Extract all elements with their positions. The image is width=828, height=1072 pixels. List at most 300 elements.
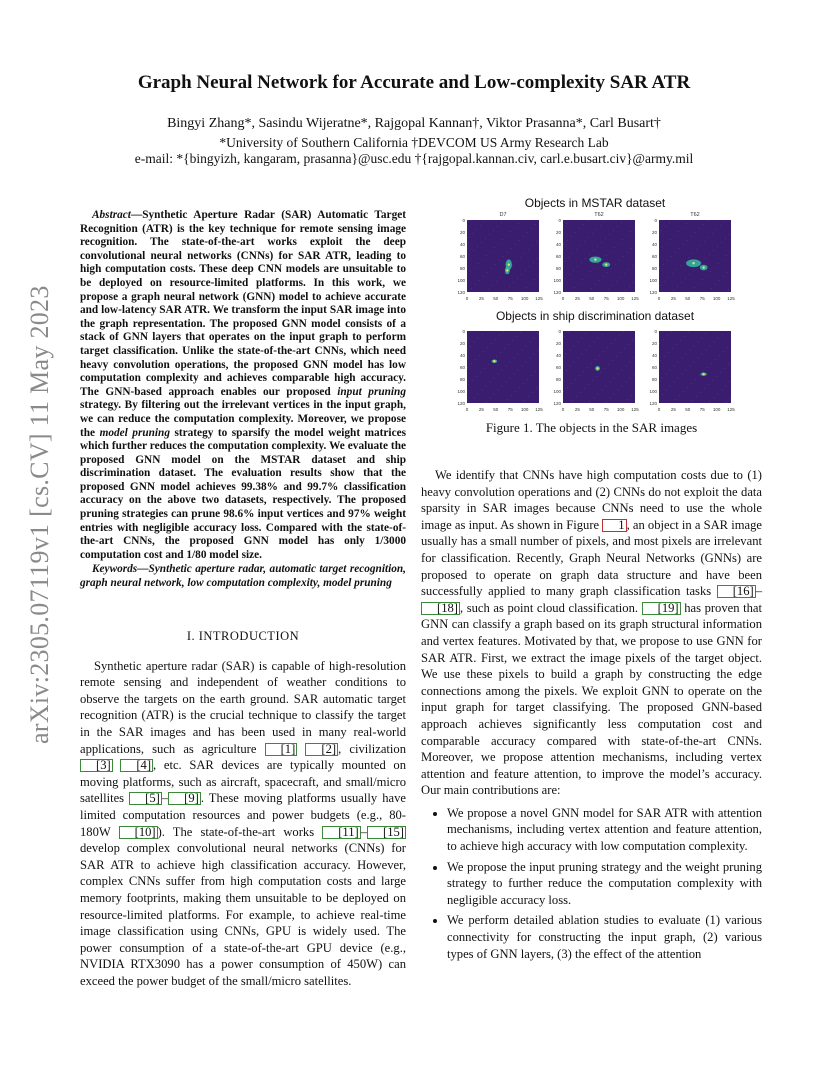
- y-tick-label: 0: [654, 218, 657, 223]
- y-tick-label: 60: [555, 365, 561, 370]
- speckle: [629, 286, 630, 287]
- speckle: [513, 282, 514, 283]
- speckle: [614, 394, 615, 395]
- target-highlight: [702, 373, 704, 375]
- speckle: [696, 396, 697, 397]
- speckle: [692, 400, 693, 401]
- speckle: [721, 242, 722, 243]
- speckle: [506, 382, 507, 383]
- speckle: [582, 279, 583, 280]
- speckle: [610, 251, 611, 252]
- speckle: [487, 347, 488, 348]
- speckle: [713, 250, 714, 251]
- left-column: [80, 209, 406, 990]
- citation-link[interactable]: [15]: [367, 826, 406, 839]
- y-tick-label: 120: [553, 290, 561, 295]
- x-tick-label: 0: [465, 407, 469, 412]
- speckle: [584, 388, 585, 389]
- speckle: [591, 363, 592, 364]
- x-tick-label: 25: [478, 407, 484, 412]
- arxiv-identifier: arXiv:2305.07119v1 [cs.CV] 11 May 2023: [25, 285, 54, 745]
- speckle: [662, 394, 663, 395]
- speckle: [526, 362, 527, 363]
- speckle: [662, 247, 663, 248]
- speckle: [596, 229, 597, 230]
- x-tick-label: 25: [670, 407, 676, 412]
- speckle: [686, 370, 687, 371]
- speckle: [532, 392, 533, 393]
- speckle: [496, 281, 497, 282]
- speckle: [626, 235, 627, 236]
- speckle: [623, 256, 624, 257]
- speckle: [507, 399, 508, 400]
- speckle: [668, 352, 669, 353]
- speckle: [683, 391, 684, 392]
- speckle: [708, 384, 709, 385]
- speckle: [601, 389, 602, 390]
- speckle: [628, 344, 629, 345]
- speckle: [712, 233, 713, 234]
- speckle: [593, 397, 594, 398]
- speckle: [709, 254, 710, 255]
- citation-link[interactable]: [11]: [322, 826, 361, 839]
- citation-link[interactable]: [19]: [642, 602, 681, 615]
- speckle: [579, 228, 580, 229]
- speckle: [617, 373, 618, 374]
- sar-image-panel: [643, 329, 735, 415]
- y-tick-label: 120: [457, 401, 465, 406]
- speckle: [712, 380, 713, 381]
- speckle: [617, 226, 618, 227]
- paper-title: Graph Neural Network for Accurate and Low-complexity SAR ATR: [137, 72, 691, 93]
- speckle: [609, 234, 610, 235]
- citation-link[interactable]: [10]: [119, 826, 158, 839]
- sar-image-background: [659, 331, 731, 403]
- keywords: Keywords—Synthetic aperture radar, automatic target recognition, graph neural network, low computation complexity, model pruning: [80, 563, 406, 590]
- speckle: [468, 384, 469, 385]
- speckle: [471, 363, 472, 364]
- speckle: [681, 357, 682, 358]
- x-tick-label: 50: [685, 407, 691, 412]
- speckle: [710, 271, 711, 272]
- speckle: [474, 342, 475, 343]
- y-tick-label: 100: [649, 389, 657, 394]
- right-column: [421, 467, 762, 966]
- speckle: [690, 291, 691, 292]
- speckle: [493, 230, 494, 231]
- speckle: [600, 372, 601, 373]
- speckle: [572, 253, 573, 254]
- speckle: [679, 248, 680, 249]
- speckle: [532, 245, 533, 246]
- speckle: [713, 397, 714, 398]
- target-highlight: [594, 258, 596, 260]
- speckle: [537, 333, 538, 334]
- speckle: [498, 243, 499, 244]
- target-highlight: [692, 262, 694, 264]
- sar-image-background: [563, 220, 635, 292]
- y-tick-label: 100: [457, 389, 465, 394]
- y-tick-label: 20: [651, 230, 657, 235]
- speckle: [678, 378, 679, 379]
- citation-link[interactable]: [5]: [129, 792, 162, 805]
- speckle: [620, 277, 621, 278]
- speckle: [575, 379, 576, 380]
- speckle: [503, 331, 504, 332]
- speckle: [703, 371, 704, 372]
- citation-link[interactable]: [4]: [120, 759, 153, 772]
- speckle: [518, 223, 519, 224]
- speckle: [719, 355, 720, 356]
- speckle: [715, 284, 716, 285]
- speckle: [603, 351, 604, 352]
- email-line: e-mail: *{bingyizh, kangaram, prasanna}@usc.edu †{rajgopal.kannan.civ, carl.e.busart.civ}@army.mil: [134, 151, 694, 166]
- citation-link[interactable]: [2]: [305, 743, 338, 756]
- y-tick-label: 120: [457, 290, 465, 295]
- speckle: [567, 387, 568, 388]
- y-tick-label: 0: [462, 329, 465, 334]
- speckle: [685, 278, 686, 279]
- speckle: [478, 338, 479, 339]
- citation-link[interactable]: [3]: [80, 759, 113, 772]
- x-tick-label: 50: [589, 407, 595, 412]
- target-highlight: [605, 263, 607, 265]
- speckle: [687, 387, 688, 388]
- speckle: [730, 251, 731, 252]
- speckle: [711, 363, 712, 364]
- speckle: [630, 378, 631, 379]
- y-tick-label: 20: [555, 230, 561, 235]
- speckle: [477, 393, 478, 394]
- speckle: [533, 262, 534, 263]
- speckle: [616, 281, 617, 282]
- speckle: [682, 227, 683, 228]
- y-tick-label: 60: [651, 365, 657, 370]
- speckle: [630, 231, 631, 232]
- speckle: [664, 356, 665, 357]
- speckle: [499, 260, 500, 261]
- speckle: [710, 346, 711, 347]
- speckle: [622, 386, 623, 387]
- speckle: [672, 348, 673, 349]
- speckle: [524, 400, 525, 401]
- speckle: [476, 229, 477, 230]
- speckle: [631, 395, 632, 396]
- citation-link[interactable]: [9]: [168, 792, 201, 805]
- speckle: [726, 402, 727, 403]
- x-tick-label: 0: [657, 407, 661, 412]
- speckle: [665, 373, 666, 374]
- speckle: [565, 278, 566, 279]
- speckle: [487, 272, 488, 273]
- citation-link[interactable]: [16]: [717, 585, 756, 598]
- speckle: [673, 290, 674, 291]
- speckle: [533, 337, 534, 338]
- speckle: [609, 381, 610, 382]
- speckle: [714, 342, 715, 343]
- y-tick-label: 100: [457, 278, 465, 283]
- speckle: [467, 220, 468, 221]
- speckle: [509, 286, 510, 287]
- x-tick-label: 0: [657, 296, 661, 301]
- speckle: [505, 290, 506, 291]
- speckle: [578, 358, 579, 359]
- speckle: [693, 345, 694, 346]
- speckle: [522, 291, 523, 292]
- speckle: [529, 341, 530, 342]
- speckle: [580, 392, 581, 393]
- speckle: [682, 374, 683, 375]
- speckle: [719, 280, 720, 281]
- speckle: [715, 359, 716, 360]
- speckle: [611, 268, 612, 269]
- speckle: [496, 356, 497, 357]
- speckle: [722, 259, 723, 260]
- x-tick-label: 25: [574, 296, 580, 301]
- sar-image-background: [467, 331, 539, 403]
- speckle: [519, 240, 520, 241]
- speckle: [698, 283, 699, 284]
- x-tick-label: 75: [507, 407, 513, 412]
- speckle: [495, 339, 496, 340]
- speckle: [695, 232, 696, 233]
- speckle: [528, 396, 529, 397]
- speckle: [586, 275, 587, 276]
- y-tick-label: 0: [654, 329, 657, 334]
- speckle: [583, 371, 584, 372]
- speckle: [585, 333, 586, 334]
- speckle: [670, 386, 671, 387]
- speckle: [566, 370, 567, 371]
- speckle: [701, 262, 702, 263]
- speckle: [476, 376, 477, 377]
- speckle: [531, 228, 532, 229]
- speckle: [491, 343, 492, 344]
- speckle: [469, 401, 470, 402]
- speckle: [527, 232, 528, 233]
- y-tick-label: 80: [459, 266, 465, 271]
- speckle: [714, 267, 715, 268]
- speckle: [701, 337, 702, 338]
- speckle: [536, 388, 537, 389]
- speckle: [482, 259, 483, 260]
- speckle: [481, 389, 482, 390]
- speckle: [666, 390, 667, 391]
- target-highlight: [506, 269, 508, 271]
- y-tick-label: 0: [558, 218, 561, 223]
- speckle: [673, 365, 674, 366]
- speckle: [672, 273, 673, 274]
- speckle: [618, 390, 619, 391]
- speckle: [572, 400, 573, 401]
- y-tick-label: 20: [651, 341, 657, 346]
- speckle: [704, 388, 705, 389]
- y-tick-label: 0: [462, 218, 465, 223]
- speckle: [634, 227, 635, 228]
- speckle: [479, 280, 480, 281]
- speckle: [634, 374, 635, 375]
- speckle: [595, 359, 596, 360]
- speckle: [633, 357, 634, 358]
- speckle: [504, 273, 505, 274]
- speckle: [702, 354, 703, 355]
- y-tick-label: 80: [555, 266, 561, 271]
- speckle: [506, 235, 507, 236]
- y-tick-label: 120: [649, 290, 657, 295]
- speckle: [684, 336, 685, 337]
- panel-subtitle: T62: [690, 212, 700, 218]
- speckle: [720, 372, 721, 373]
- speckle: [699, 375, 700, 376]
- x-tick-label: 100: [520, 407, 529, 412]
- speckle: [475, 284, 476, 285]
- speckle: [574, 362, 575, 363]
- speckle: [587, 220, 588, 221]
- speckle: [690, 366, 691, 367]
- y-tick-label: 40: [651, 242, 657, 247]
- speckle: [613, 377, 614, 378]
- contributions-list: [421, 805, 762, 962]
- panel-subtitle: T62: [594, 212, 604, 218]
- speckle: [606, 402, 607, 403]
- speckle: [597, 393, 598, 394]
- speckle: [703, 224, 704, 225]
- section-heading-introduction: I. INTRODUCTION: [186, 628, 300, 643]
- y-tick-label: 120: [553, 401, 561, 406]
- speckle: [676, 344, 677, 345]
- speckle: [576, 249, 577, 250]
- speckle: [512, 265, 513, 266]
- speckle: [624, 273, 625, 274]
- speckle: [535, 224, 536, 225]
- speckle: [676, 269, 677, 270]
- speckle: [569, 274, 570, 275]
- speckle: [720, 225, 721, 226]
- speckle: [625, 365, 626, 366]
- speckle: [564, 336, 565, 337]
- speckle: [481, 242, 482, 243]
- speckle: [683, 244, 684, 245]
- y-tick-label: 40: [555, 353, 561, 358]
- speckle: [666, 243, 667, 244]
- speckle: [511, 248, 512, 249]
- speckle: [565, 353, 566, 354]
- speckle: [624, 348, 625, 349]
- speckle: [509, 361, 510, 362]
- speckle: [707, 367, 708, 368]
- x-tick-label: 100: [520, 296, 529, 301]
- speckle: [628, 269, 629, 270]
- speckle: [728, 364, 729, 365]
- speckle: [523, 383, 524, 384]
- target-highlight: [596, 367, 598, 369]
- speckle: [569, 349, 570, 350]
- citation-link[interactable]: [18]: [421, 602, 460, 615]
- speckle: [718, 263, 719, 264]
- speckle: [620, 352, 621, 353]
- speckle: [521, 349, 522, 350]
- speckle: [472, 380, 473, 381]
- speckle: [725, 385, 726, 386]
- speckle: [497, 226, 498, 227]
- term-model-pruning: model pruning: [99, 426, 170, 439]
- speckle: [500, 352, 501, 353]
- speckle: [663, 264, 664, 265]
- x-tick-label: 50: [685, 296, 691, 301]
- speckle: [729, 381, 730, 382]
- speckle: [631, 248, 632, 249]
- speckle: [626, 382, 627, 383]
- x-tick-label: 0: [561, 407, 565, 412]
- speckle: [519, 387, 520, 388]
- list-item: • We propose the input pruning strategy and the weight pruning strategy to further reduce the computation complexity with negligible accuracy loss.: [447, 859, 762, 909]
- target-highlight: [493, 360, 495, 362]
- speckle: [669, 369, 670, 370]
- speckle: [570, 291, 571, 292]
- speckle: [486, 402, 487, 403]
- speckle: [584, 241, 585, 242]
- speckle: [663, 339, 664, 340]
- speckle: [537, 258, 538, 259]
- figure-title-ship: Objects in ship discrimination dataset: [495, 309, 695, 323]
- speckle: [633, 282, 634, 283]
- speckle: [579, 375, 580, 376]
- speckle: [577, 341, 578, 342]
- speckle: [623, 331, 624, 332]
- speckle: [668, 277, 669, 278]
- y-tick-label: 80: [651, 266, 657, 271]
- speckle: [705, 333, 706, 334]
- speckle: [681, 282, 682, 283]
- speckle: [580, 245, 581, 246]
- speckle: [522, 366, 523, 367]
- speckle: [498, 390, 499, 391]
- speckle: [486, 255, 487, 256]
- speckle: [489, 381, 490, 382]
- speckle: [567, 240, 568, 241]
- panel-subtitle: D7: [499, 212, 507, 218]
- speckle: [727, 347, 728, 348]
- speckle: [685, 353, 686, 354]
- figure-link[interactable]: 1: [602, 519, 626, 532]
- speckle: [726, 255, 727, 256]
- speckle: [514, 227, 515, 228]
- speckle: [629, 361, 630, 362]
- speckle: [689, 349, 690, 350]
- speckle: [604, 368, 605, 369]
- speckle: [674, 235, 675, 236]
- speckle: [605, 385, 606, 386]
- speckle: [722, 334, 723, 335]
- speckle: [696, 249, 697, 250]
- y-tick-label: 80: [555, 377, 561, 382]
- speckle: [521, 274, 522, 275]
- speckle: [489, 234, 490, 235]
- speckle: [610, 398, 611, 399]
- speckle: [596, 376, 597, 377]
- speckle: [520, 257, 521, 258]
- speckle: [664, 281, 665, 282]
- speckle: [700, 245, 701, 246]
- speckle: [588, 237, 589, 238]
- speckle: [667, 260, 668, 261]
- speckle: [571, 383, 572, 384]
- speckle: [527, 379, 528, 380]
- speckle: [706, 275, 707, 276]
- speckle: [520, 332, 521, 333]
- speckle: [585, 258, 586, 259]
- citation-link[interactable]: [1]: [265, 743, 298, 756]
